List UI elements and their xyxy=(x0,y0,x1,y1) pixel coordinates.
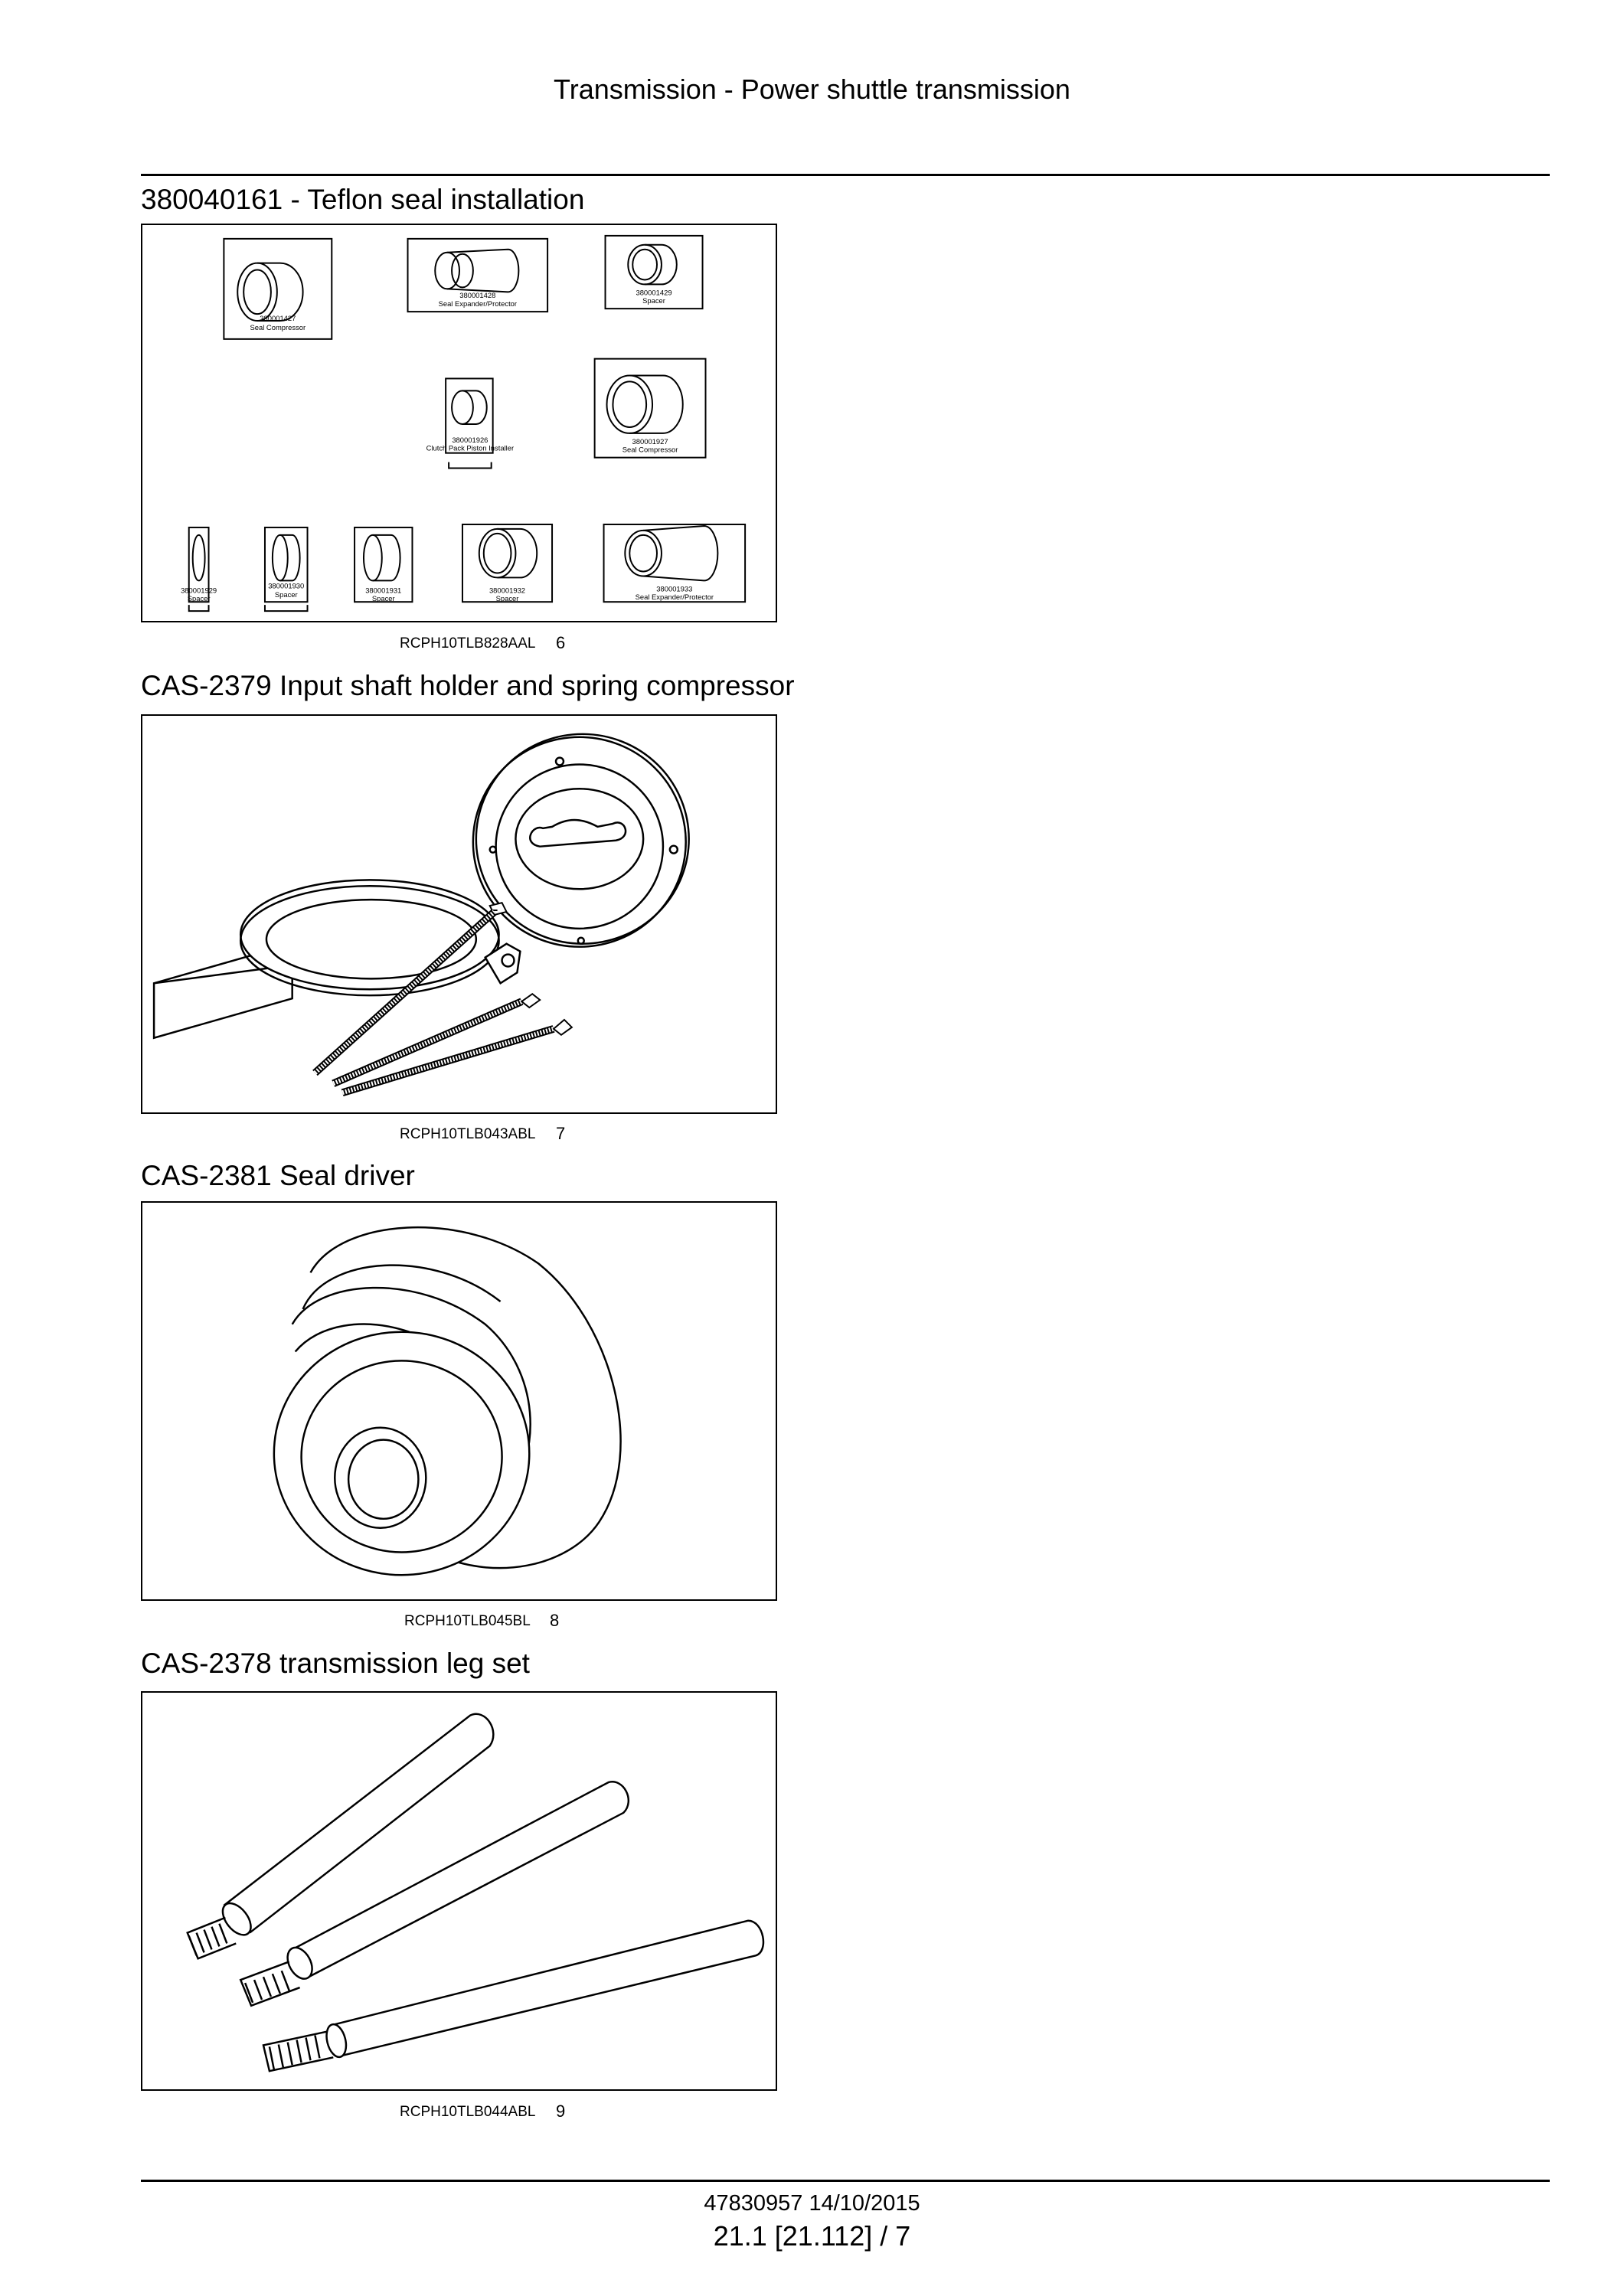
part-name-label: Spacer xyxy=(495,594,519,603)
figure-code: RCPH10TLB043ABL xyxy=(400,1126,536,1142)
part-name-label: Spacer xyxy=(187,594,211,603)
section-title-seal-driver: CAS-2381 Seal driver xyxy=(141,1160,415,1191)
footer-rule xyxy=(141,2180,1550,2182)
figure-code: RCPH10TLB045BL xyxy=(404,1613,531,1629)
part-number-label: 380001428 xyxy=(459,291,496,300)
footer-doc-ref: 47830957 14/10/2015 xyxy=(704,2191,920,2216)
section-title-teflon-seal: 380040161 - Teflon seal installation xyxy=(141,184,585,215)
part-name-label: Seal Compressor xyxy=(622,445,678,454)
part-number-label: 380001927 xyxy=(632,436,668,446)
figure-input-shaft-holder xyxy=(141,714,777,1114)
figure-code: RCPH10TLB828AAL xyxy=(400,635,536,652)
part-name-label: Seal Expander/Protector xyxy=(438,299,518,309)
header-rule xyxy=(141,174,1550,176)
figure-seal-driver xyxy=(141,1201,777,1601)
section-title-input-shaft-holder: CAS-2379 Input shaft holder and spring compressor xyxy=(141,670,795,701)
seal-driver-illustration xyxy=(142,1203,776,1599)
footer-page-ref: 21.1 [21.112] / 7 xyxy=(713,2220,911,2252)
teflon-seal-kit-illustration xyxy=(142,225,776,621)
part-number-label: 380001931 xyxy=(365,586,402,595)
part-number-label: 380001926 xyxy=(452,435,489,444)
figure-transmission-leg-set xyxy=(141,1691,777,2091)
part-number-label: 380001427 xyxy=(260,314,296,323)
input-shaft-holder-illustration xyxy=(142,716,776,1112)
part-number-label: 380001933 xyxy=(656,584,693,593)
part-number-label: 380001929 xyxy=(181,586,217,595)
part-name-label: Spacer xyxy=(274,590,298,599)
part-number-label: 380001930 xyxy=(268,581,305,590)
figure-code: RCPH10TLB044ABL xyxy=(400,2104,536,2120)
part-name-label: Clutch Pack Piston Installer xyxy=(426,443,515,452)
figure-number: 6 xyxy=(556,633,566,652)
section-title-transmission-leg-set: CAS-2378 transmission leg set xyxy=(141,1648,530,1679)
part-name-label: Spacer xyxy=(371,594,395,603)
transmission-leg-set-illustration xyxy=(142,1693,776,2089)
part-number-label: 380001932 xyxy=(489,586,526,595)
running-header: Transmission - Power shuttle transmission xyxy=(554,73,1070,105)
part-name-label: Seal Compressor xyxy=(250,322,306,331)
figure-teflon-seal-kit xyxy=(141,224,777,622)
part-name-label: Spacer xyxy=(642,296,665,305)
figure-number: 9 xyxy=(556,2102,566,2121)
part-number-label: 380001429 xyxy=(636,288,672,297)
figure-number: 8 xyxy=(550,1611,560,1630)
part-name-label: Seal Expander/Protector xyxy=(635,593,714,602)
figure-number: 7 xyxy=(556,1124,566,1143)
